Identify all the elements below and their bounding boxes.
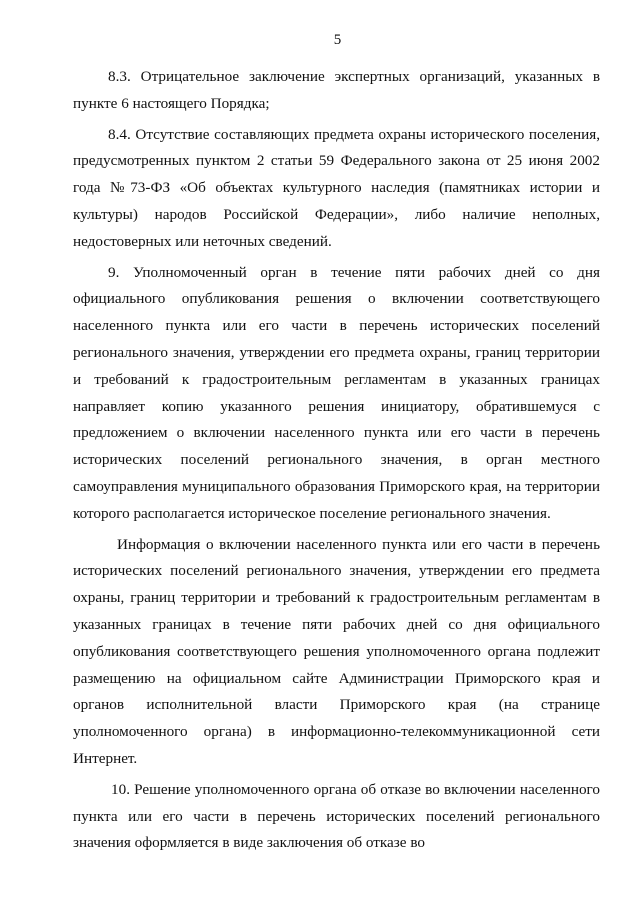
page-number: 5 (333, 32, 342, 48)
paragraph-8-4: 8.4. Отсутствие составляющих предмета охраны исторического поселения, предусмотренных пунктом 2 статьи 59 Федерального закона от 25 июня 2002 года №73-ФЗ «Об объектах культурного наследия (памятниках истории и культуры) народов Российской Федерации», либо наличие неполных, недостоверных или неточных сведений. (73, 125, 600, 250)
paragraph-9: 9. Уполномоченный орган в течение пяти рабочих дней со дня официального опубликования решения о включении соответствующего населенного пункта или его части в перечень исторических поселений регионального значения, утверждении его предмета охраны, границ территории и требований к градостроительным регламентам в указанных границах направляет копию указанного решения инициатору, обратившемуся с предложением о включении населенного пункта или его части в перечень исторических поселений регионального значения, в орган местного самоуправления муниципального образования Приморского края, на территории которого располагается историческое поселение регионального значения. (73, 263, 600, 522)
paragraph-8-3: 8.3. Отрицательное заключение экспертных организаций, указанных в пункте 6 настоящего Порядка; (73, 68, 600, 112)
paragraph-10: 10. Решение уполномоченного органа об отказе во включении населенного пункта или его части в перечень исторических поселений регионального значения оформляется в виде заключения об отказе во (73, 780, 600, 852)
paragraph-information: Информация о включении населенного пункта или его части в перечень исторических поселений регионального значения, утверждении его предмета охраны, границ территории и требований к градостроительным регламентам в указанных границах в течение пяти рабочих дней со дня официального опубликования соответствующего решения уполномоченного органа подлежит размещению на официальном сайте Администрации Приморского края и органов исполнительной власти Приморского края (на странице уполномоченного органа) в информационно-телекоммуникационной сети Интернет. (73, 535, 600, 767)
